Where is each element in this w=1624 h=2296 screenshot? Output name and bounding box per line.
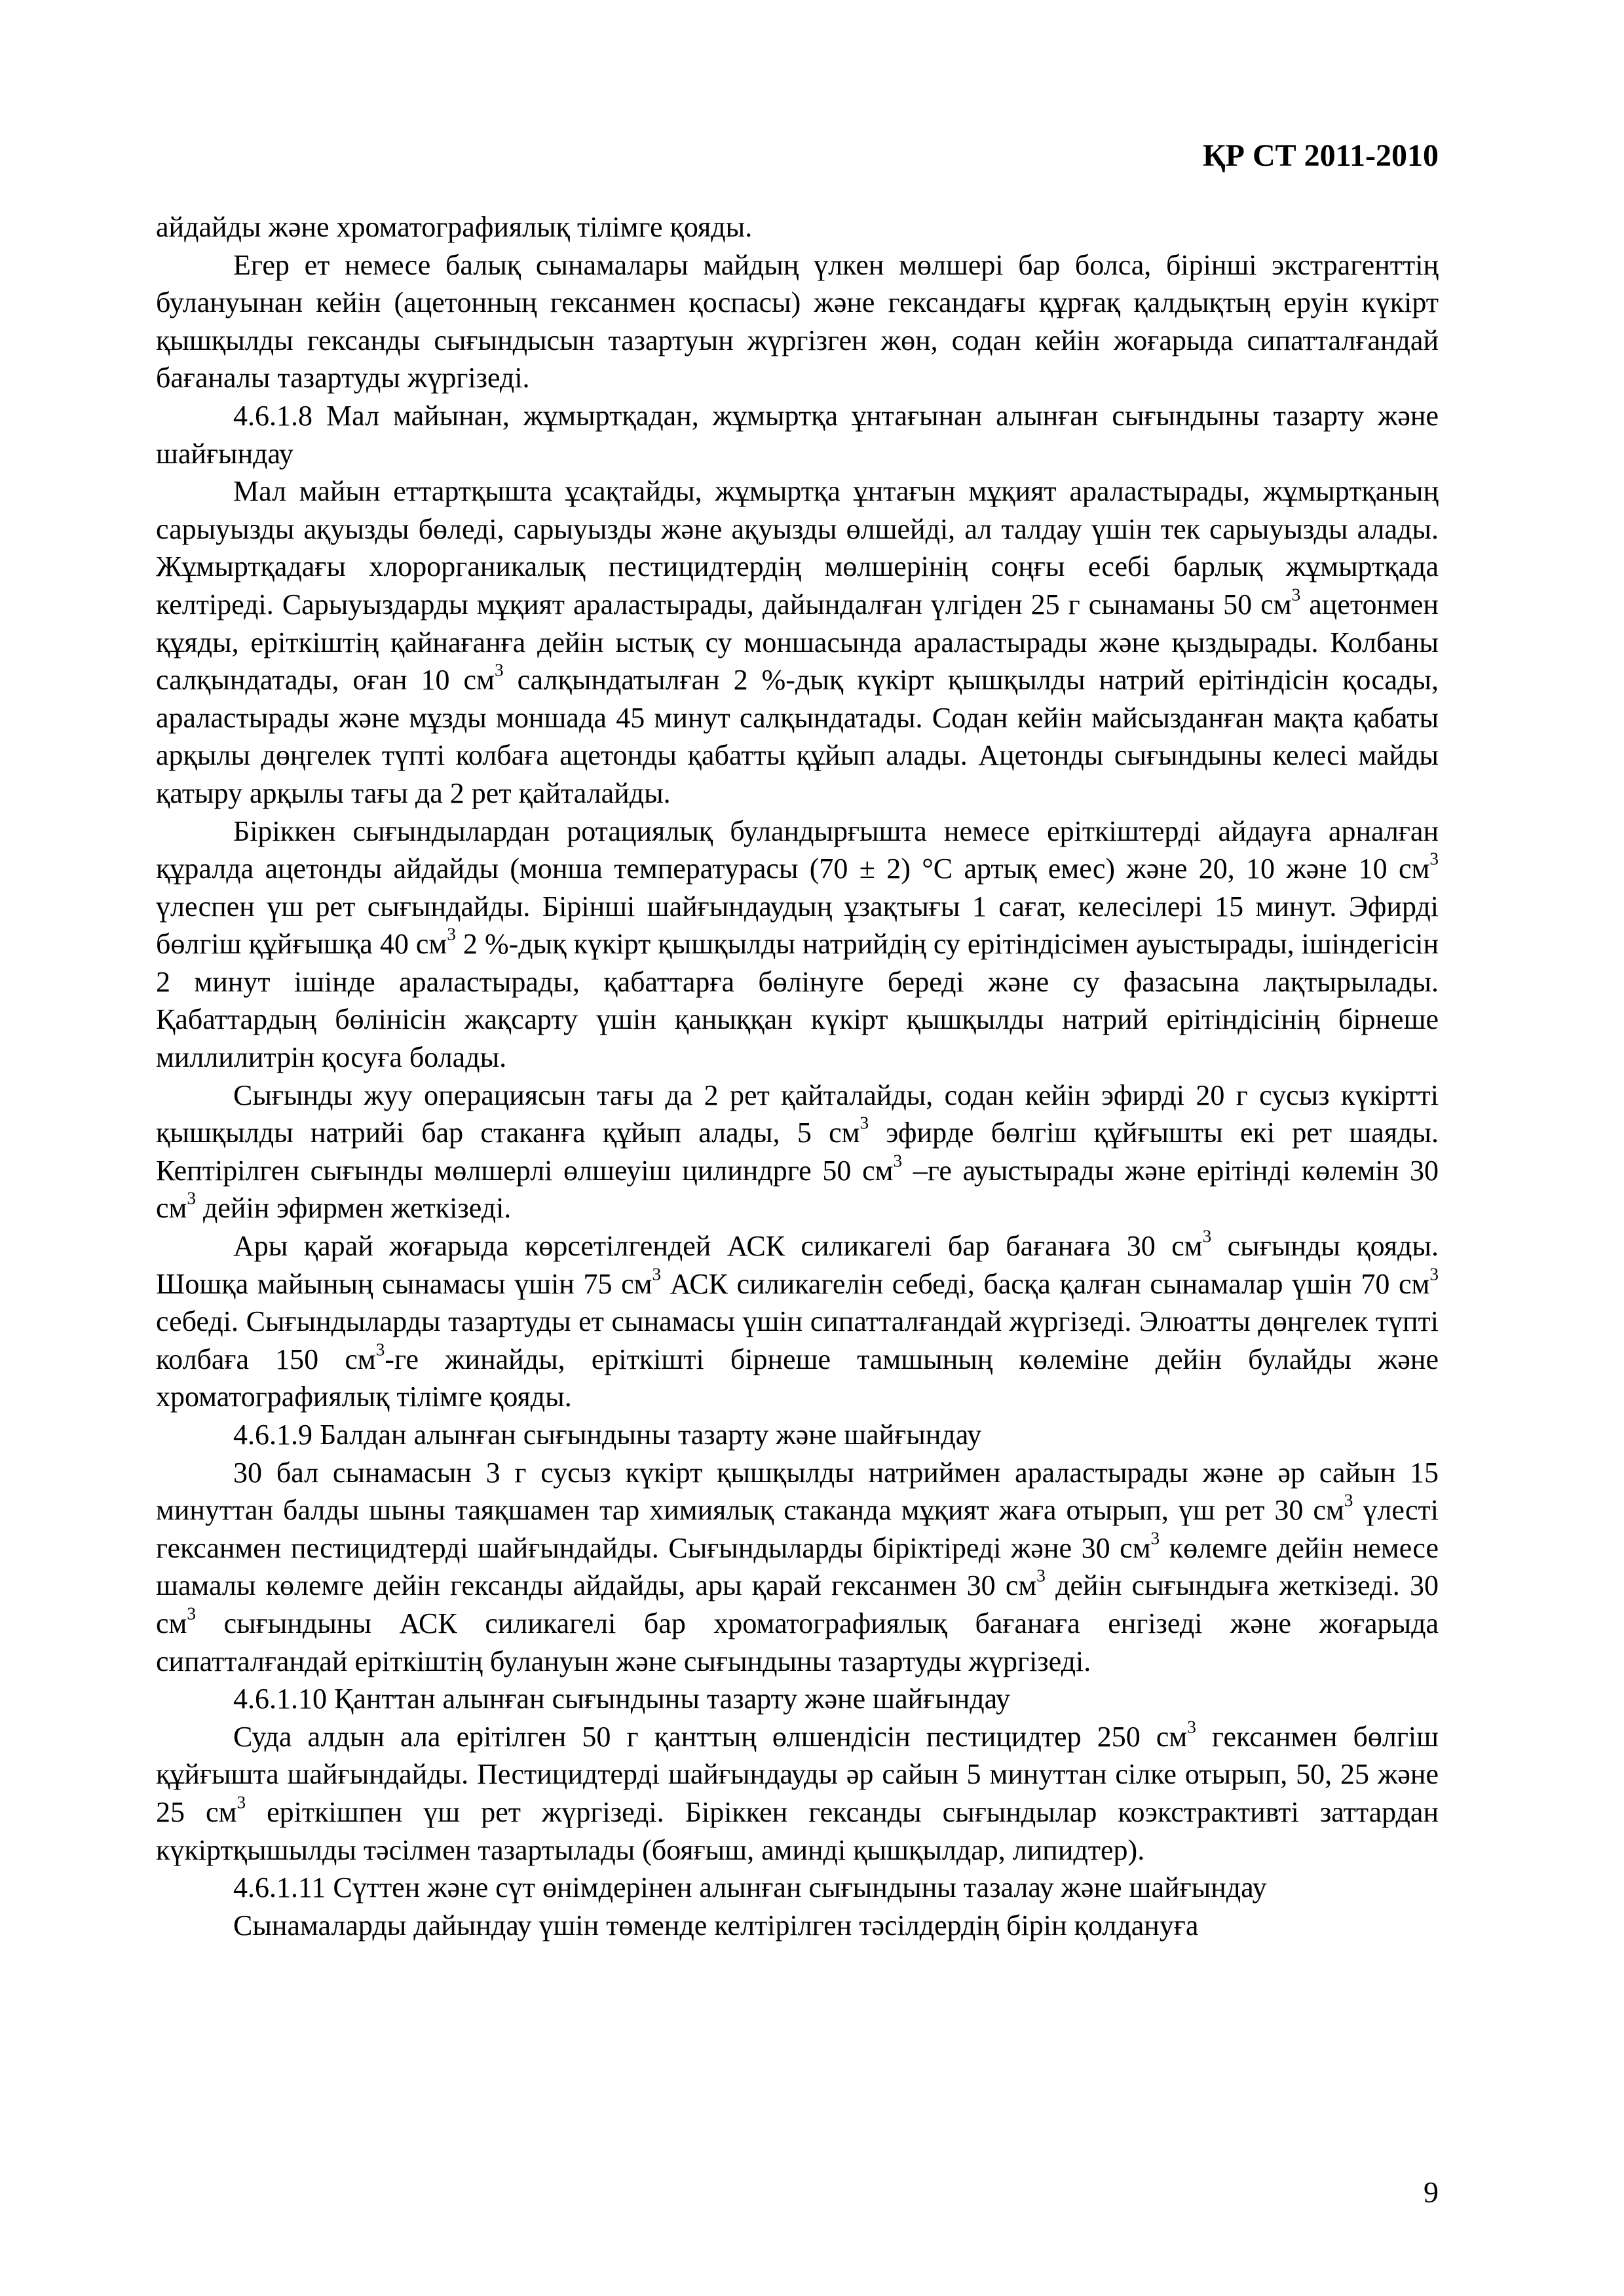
section-heading-4-6-1-8: 4.6.1.8 Мал майынан, жұмыртқадан, жұмыртқа ұнтағынан алынған сығындыны тазарту және шайғындау (156, 399, 1439, 470)
document-code-header: ҚР СТ 2011-2010 (1202, 138, 1439, 173)
section-heading-4-6-1-11: 4.6.1.11 Сүттен және сүт өнімдерінен алынған сығындыны тазалау және шайғындау (233, 1871, 1267, 1904)
paragraph-sugar-samples: Суда алдын ала ерітілген 50 г қанттың өлшендісін пестицидтер 250 $см^3$ гексанмен бөлгіш құйғышта шайғындайды. Пестицидтерді шайғындауды әр сайын 5 минуттан сілке отырып, 50, 25 және 25 $см^3$ еріткішпен үш рет жүргізеді. Біріккен гександы сығындылар коэкстрактивті заттардан күкіртқышылды тәсілмен тазартылады (бояғыш, аминді қышқылдар, липидтер). (156, 1717, 1439, 1866)
paragraph-continuation: айдайды және хроматографиялық тілімге қояды. (156, 211, 753, 243)
paragraph-milk-preparation: Сынамаларды дайындау үшін төменде келтірілген тәсілдердің бірін қолдануға (233, 1909, 1199, 1942)
paragraph-egg-preparation: Мал майын еттартқышта ұсақтайды, жұмыртқа ұнтағын мұқият араластырады, жұмыртқаның сарыуызды ақуызды бөледі, сарыуызды және ақуызды өлшейді, ал талдау үшін тек сарыуызды алады. Жұмыртқадағы хлорорганикалық пестицидтердің мөлшерінің соңғы есебі барлық жұмыртқада келтіреді. Сарыуыздарды мұқият араластырады, дайындалған үлгіден 25 г сынаманы 50 $см^3$ ацетонмен құяды, еріткіштің қайнағанға дейін ыстық су моншасында араластырады және қыздырады. Колбаны салқындатады, оған 10 $см^3$ салқындатылған 2 %-дық күкірт қышқылды натрий ерітіндісін қосады, араластырады және мұзды моншада 45 минут салқындатады. Содан кейін майсызданған мақта қабаты арқылы дөңгелек түпті колбаға ацетонды қабатты құйып алады. Ацетонды сығындыны келесі майды қатыру арқылы тағы да 2 рет қайталайды. (156, 475, 1439, 809)
paragraph-combined-extracts: Біріккен сығындылардан ротациялық буландырғышта немесе еріткіштерді айдауға арналған құралда ацетонды айдайды (монша температурасы (70 ± 2) °С артық емес) және 20, 10 және 10 $см^3$ үлеспен үш рет сығындайды. Бірінші шайғындаудың ұзақтығы 1 сағат, келесілері 15 минут. Эфирді бөлгіш құйғышқа 40 $см^3$ 2 %-дық күкірт қышқылды натрийдің су ерітіндісімен ауыстырады, ішіндегісін 2 минут ішінде араластырады, қабаттарға бөлінуге береді және су фазасына лақтырылады. Қабаттардың бөлінісін жақсарту үшін қаныққан күкірт қышқылды натрий ерітіндісінің бірнеше миллилитрін қосуға болады. (156, 814, 1439, 1074)
paragraph-fat-samples: Егер ет немесе балық сынамалары майдың үлкен мөлшері бар болса, бірінші экстрагенттің булануынан кейін (ацетонның гексанмен қоспасы) және гександағы құрғақ қалдықтың еруін күкірт қышқылды гександы сығындысын тазартуын жүргізген жөн, содан кейін жоғарыда сипатталғандай бағаналы тазартуды жүргізеді. (156, 248, 1439, 394)
page-number: 9 (1424, 2175, 1439, 2209)
document-body (156, 208, 1439, 1944)
paragraph-silica-column: Ары қарай жоғарыда көрсетілгендей АСК силикагелі бар бағанаға 30 $см^3$ сығынды қояды. Шошқа майының сынамасы үшін 75 $см^3$ АСК силикагелін себеді, басқа қалған сынамалар үшін 70 $см^3$ себеді. Сығындыларды тазартуды ет сынамасы үшін сипатталғандай жүргізеді. Элюатты дөңгелек түпті колбаға 150 $см^3-ге$ жинайды, еріткішті бірнеше тамшының көлеміне дейін булайды және хроматографиялық тілімге қояды. (156, 1226, 1439, 1413)
section-heading-4-6-1-9: 4.6.1.9 Балдан алынған сығындыны тазарту және шайғындау (233, 1419, 982, 1451)
paragraph-extract-washing: Сығынды жуу операциясын тағы да 2 рет қайталайды, содан кейін эфирді 20 г сусыз күкіртті қышқылды натрийі бар стаканға құйып алады, 5 $см^3$ эфирде бөлгіш құйғышты екі рет шаяды. Кептірілген сығынды мөлшерлі өлшеуіш цилиндрге 50 $см^3$ –ге ауыстырады және ерітінді көлемін 30 $см^3$ дейін эфирмен жеткізеді. (156, 1079, 1439, 1225)
section-heading-4-6-1-10: 4.6.1.10 Қанттан алынған сығындыны тазарту және шайғындау (233, 1683, 1010, 1715)
paragraph-honey-samples: 30 бал сынамасын 3 г сусыз күкірт қышқылды натриймен араластырады және әр сайын 15 минуттан балды шыны таяқшамен тар химиялық стаканда мұқият жаға отырып, үш рет 30 $см^3$ үлесті гексанмен пестицидтерді шайғындайды. Сығындыларды біріктіреді және 30 $см^3$ көлемге дейін немесе шамалы көлемге дейін гександы айдайды, ары қарай гексанмен 30 $см^3$ дейін сығындыға жеткізеді. 30 $см^3$ сығындыны АСК силикагелі бар хроматографиялық бағанаға енгізеді және жоғарыда сипатталғандай еріткіштің булануын және сығындыны тазартуды жүргізеді. (156, 1456, 1439, 1677)
